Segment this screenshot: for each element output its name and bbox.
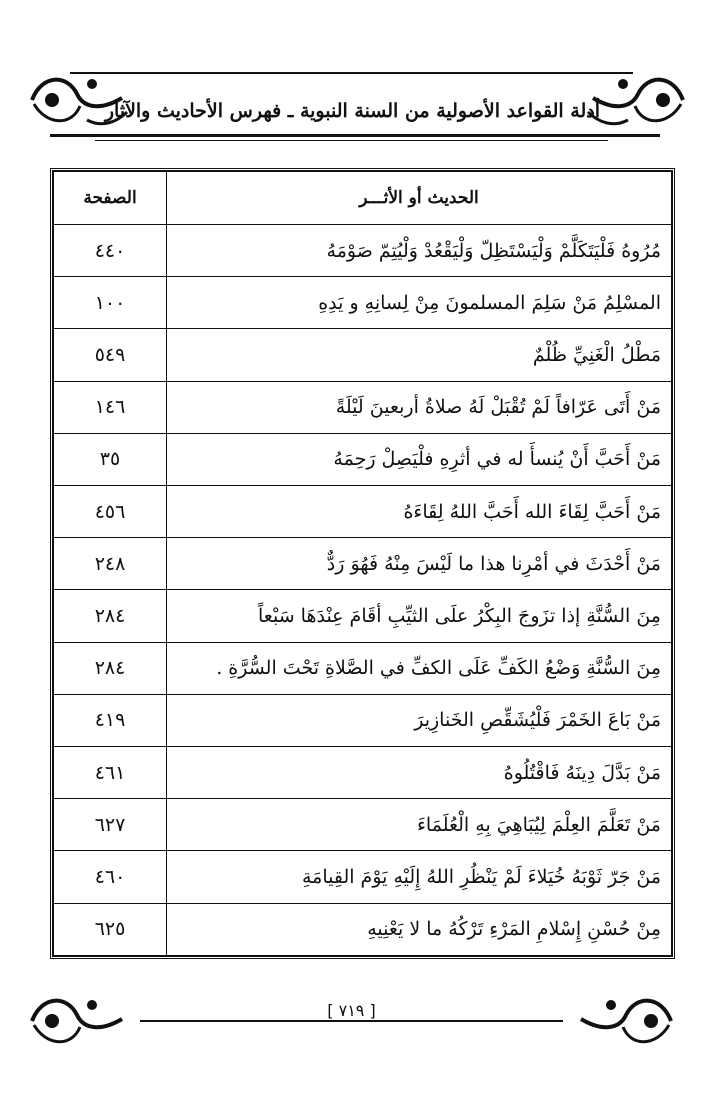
footer-ornament-left <box>22 985 132 1057</box>
page-ref: ٢٨٤ <box>54 590 167 642</box>
table-row <box>54 903 672 955</box>
page-ref: ٤٥٦ <box>54 486 167 538</box>
column-header-text: الحديث أو الأثـــر <box>167 172 672 225</box>
column-header-page: الصفحة <box>54 172 167 225</box>
page-ref: ٤٦١ <box>54 747 167 799</box>
hadith-text: مَطْلُ الْغَنِيِّ ظُلْمٌ <box>167 329 672 381</box>
page-ref: ٤٤٠ <box>54 225 167 277</box>
page-ref: ٤٦٠ <box>54 851 167 903</box>
hadith-text: مِنَ السُّنَّةِ إذا تزَوجَ البِكْرُ علَى الثيِّبِ أقَامَ عِنْدَهَا سَبْعاً <box>167 590 672 642</box>
page-ref: ٦٢٧ <box>54 799 167 851</box>
hadith-text: مُرُوهُ فَلْيَتَكَلَّمْ وَلْيَسْتَظِلّ وَلْيَقْعُدْ وَلْيُتِمّ صَوْمَهُ <box>167 225 672 277</box>
table-row <box>54 694 672 746</box>
table-row <box>54 851 672 903</box>
hadith-text: مِنْ حُسْنِ إِسْلامِ المَرْءِ تَرْكُهُ ما لا يَعْنِيهِ <box>167 903 672 955</box>
hadith-index-table-frame <box>50 168 675 959</box>
page-ref: ٦٢٥ <box>54 903 167 955</box>
hadith-text: المسْلِمُ مَنْ سَلِمَ المسلمونَ مِنْ لِسانِهِ و يَدِهِ <box>167 277 672 329</box>
running-header-title: أدلة القواعد الأصولية من السنة النبوية ـ فهرس الأحاديث والآثار <box>104 100 600 122</box>
hadith-text: مَنْ بَاعَ الخَمْرَ فَلْيُشَقِّصِ الخَنازِيرَ <box>167 694 672 746</box>
page-ref: ١٤٦ <box>54 381 167 433</box>
hadith-text: مَنْ أَحَبَّ أَنْ يُنسأَ له في أثرِهِ فلْيَصِلْ رَحِمَهُ <box>167 433 672 485</box>
table-header-row <box>54 172 672 225</box>
page-ref: ١٠٠ <box>54 277 167 329</box>
hadith-text: مِنَ السُّنَّةِ وَضْعُ الكَفِّ عَلَى الكفِّ في الصَّلاةِ تَحْتَ السُّرَّةِ . <box>167 642 672 694</box>
page-ref: ٢٤٨ <box>54 538 167 590</box>
table-row <box>54 590 672 642</box>
table-row <box>54 486 672 538</box>
hadith-text: مَنْ أَتَى عَرّافاً لَمْ تُقْبَلْ لَهُ صلاةُ أربعينَ لَيْلَةً <box>167 381 672 433</box>
table-row <box>54 225 672 277</box>
header-top-rule <box>70 72 633 74</box>
page-ref: ٤١٩ <box>54 694 167 746</box>
page-ref: ٣٥ <box>54 433 167 485</box>
hadith-text: مَنْ جَرّ ثَوْبَهُ خُيَلاءَ لَمْ يَنْظُرِ اللهُ إِلَيْهِ يَوْمَ القِيامَةِ <box>167 851 672 903</box>
footer-rule <box>140 1020 563 1022</box>
table-row <box>54 433 672 485</box>
table-row <box>54 799 672 851</box>
table-row <box>54 277 672 329</box>
hadith-text: مَنْ تَعَلَّمَ العِلْمَ لِيُبَاهِيَ بِهِ الْعُلَمَاءَ <box>167 799 672 851</box>
footer-ornament-right <box>571 985 681 1057</box>
table-row <box>54 538 672 590</box>
page-ref: ٢٨٤ <box>54 642 167 694</box>
table-row <box>54 381 672 433</box>
page-number: [ ٧١٩ ] <box>300 1001 403 1020</box>
page-ref: ٥٤٩ <box>54 329 167 381</box>
hadith-text: مَنْ أَحَبَّ لِقَاءَ الله أَحَبَّ اللهُ لِقَاءَهُ <box>167 486 672 538</box>
table-row <box>54 747 672 799</box>
table-row <box>54 642 672 694</box>
hadith-text: مَنْ أَحْدَثَ في أمْرِنا هذا ما لَيْسَ مِنْهُ فَهُوَ رَدٌّ <box>167 538 672 590</box>
hadith-index-table <box>53 171 672 956</box>
table-row <box>54 329 672 381</box>
hadith-text: مَنْ بَدَّلَ دِينَهُ فَاقْتُلُوهُ <box>167 747 672 799</box>
header-bottom-thin-rule <box>95 140 608 141</box>
header-bottom-rule <box>50 134 660 137</box>
